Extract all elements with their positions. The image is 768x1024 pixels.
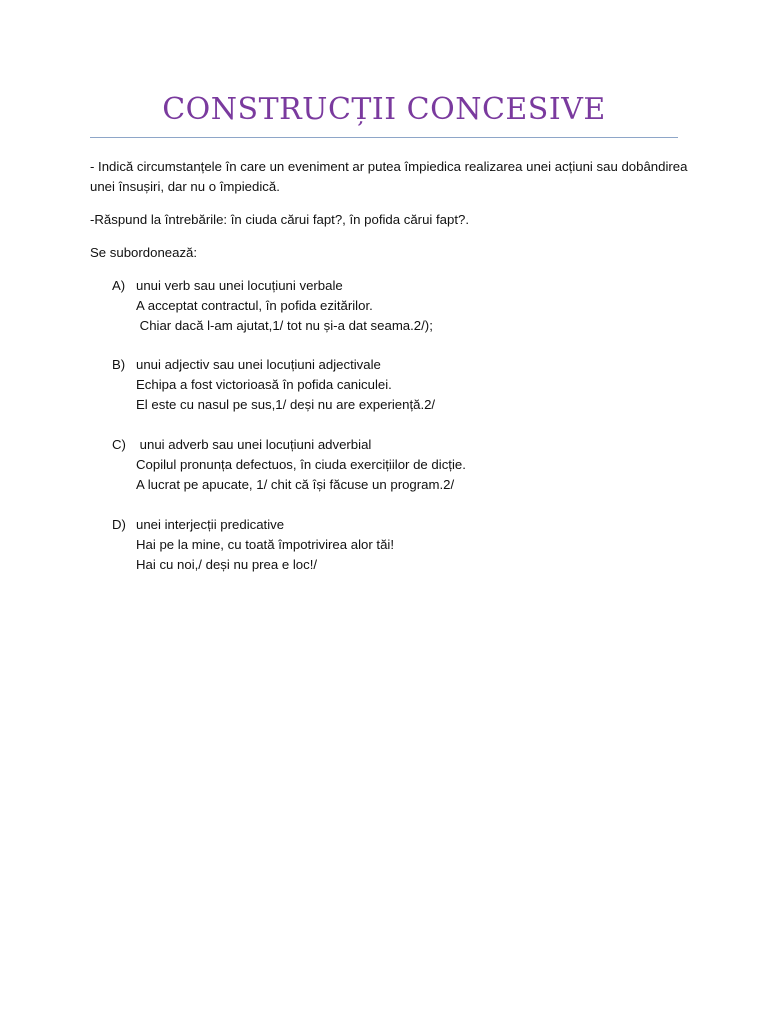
list-item-heading: unei interjecții predicative <box>136 517 285 532</box>
title-underline <box>90 137 678 138</box>
list-item-lines <box>136 276 433 336</box>
example-sentence: El este cu nasul pe sus,1/ deși nu are experiență.2/ <box>136 397 436 412</box>
list-marker: A) <box>112 278 126 293</box>
example-sentence: Chiar dacă l-am ajutat,1/ tot nu și-a dat seama.2/); <box>136 318 433 333</box>
subordination-heading: Se subordonează: <box>90 245 198 260</box>
example-sentence: Echipa a fost victorioasă în pofida caniculei. <box>136 377 392 392</box>
list-marker: B) <box>112 357 126 372</box>
list-item-heading: unui verb sau unei locuțiuni verbale <box>136 278 343 293</box>
list-item-heading: unui adjectiv sau unei locuțiuni adjectivale <box>136 357 381 372</box>
document-title: CONSTRUCȚII CONCESIVE <box>162 92 606 127</box>
intro-line-1: - Indică circumstanțele în care un eveniment ar putea împiedica realizarea unei acțiuni sau dobândirea <box>90 159 688 174</box>
example-sentence: A lucrat pe apucate, 1/ chit că își făcuse un program.2/ <box>136 477 455 492</box>
list-item-lines <box>136 435 466 495</box>
example-sentence: Hai cu noi,/ deși nu prea e loc!/ <box>136 557 318 572</box>
questions-line: -Răspund la întrebările: în ciuda cărui fapt?, în pofida cărui fapt?. <box>90 212 469 227</box>
list-item-heading: unui adverb sau unei locuțiuni adverbial <box>136 437 372 452</box>
example-sentence: Hai pe la mine, cu toată împotrivirea alor tăi! <box>136 537 395 552</box>
list-item-lines <box>136 515 394 575</box>
list-marker: C) <box>112 437 126 452</box>
example-sentence: Copilul pronunța defectuos, în ciuda exercițiilor de dicție. <box>136 457 466 472</box>
list-marker: D) <box>112 517 126 532</box>
example-sentence: A acceptat contractul, în pofida ezitărilor. <box>136 298 373 313</box>
intro-line-2: unei însușiri, dar nu o împiedică. <box>90 179 280 194</box>
list-item-lines <box>136 355 435 415</box>
